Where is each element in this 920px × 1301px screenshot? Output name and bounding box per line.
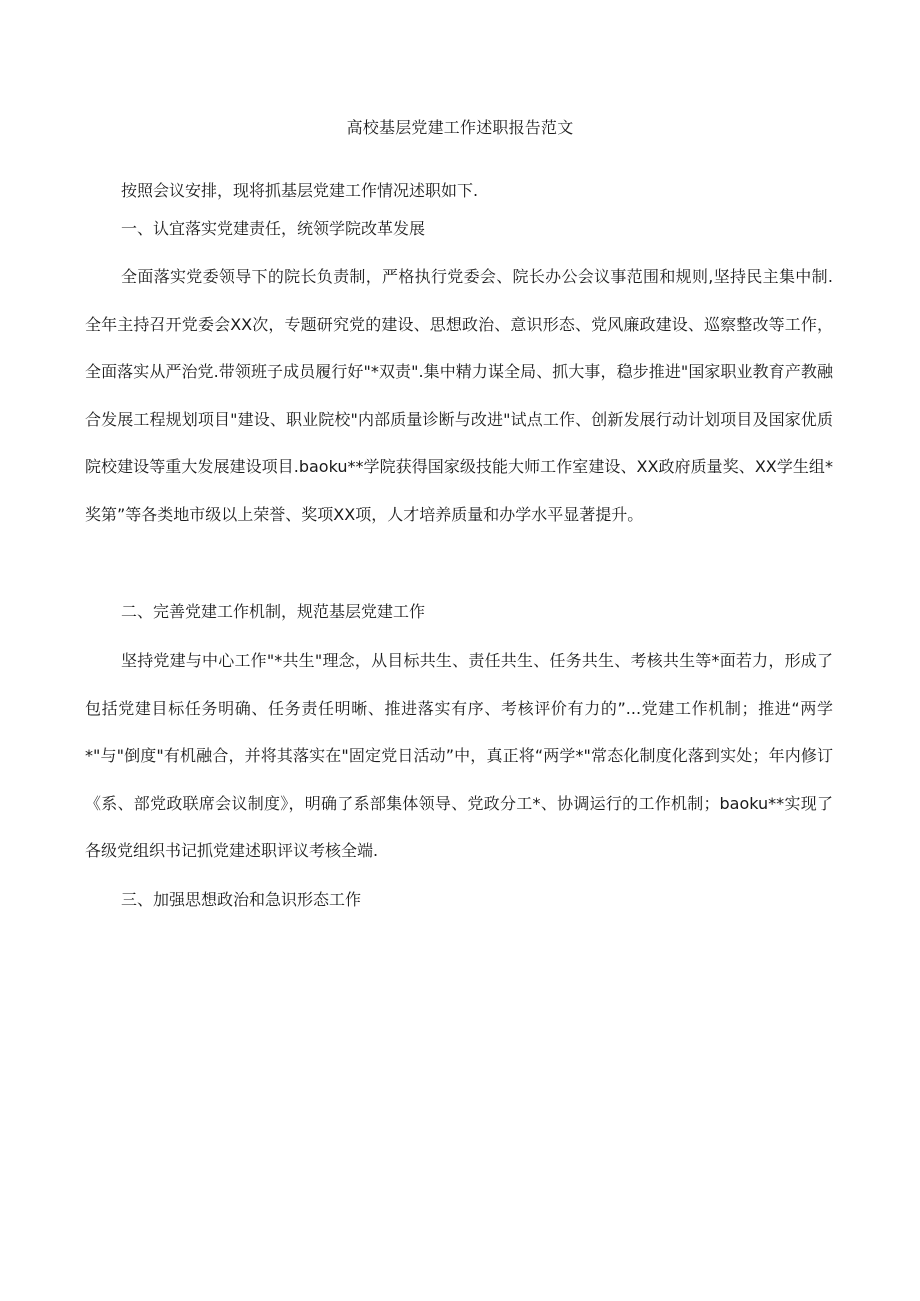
section-1-heading: 一、认宜落实党建责任，统领学院改革发展 bbox=[121, 219, 426, 238]
section-3-heading: 三、加强思想政治和急识形态工作 bbox=[121, 890, 362, 909]
section-2-body: 坚持党建与中心工作"*共生"理念，从目标共生、责任共生、任务共生、考核共生等*面若力，形成了包括党建目标任务明确、任务责任明晰、推进落实有序、考核评价有力的”...党建工作机制；推进“两学*"与"倒度"有机融合，并将其落实在"固定党日活动”中，真正将“两学*"常态化制度化落到实处；年内修订《系、部党政联席会议制度》，明确了系部集体领导、党政分工*、协调运行的工作机制；baoku**实现了各级党组织书记抓党建述职评议考核全端. bbox=[85, 651, 833, 860]
intro-paragraph: 按照会议安排，现将抓基层党建工作情况述职如下. bbox=[121, 181, 479, 200]
document-title: 高校基层党建工作述职报告范文 bbox=[346, 118, 574, 137]
section-1-body: 全面落实党委领导下的院长负责制，严格执行党委会、院长办公会议事范围和规则,坚持民主集中制.全年主持召开党委会XX次，专题研究党的建设、思想政治、意识形态、党风廉政建设、巡察整改等工作，全面落实从严治党.带领班子成员履行好"*双责".集中精力谋全局、抓大事，稳步推进"国家职业教育产教融合发展工程规划项目"建设、职业院校"内部质量诊断与改进"试点工作、创新发展行动计划项目及国家优质院校建设等重大发展建设项目.baoku**学院获得国家级技能大师工作室建设、XX政府质量奖、XX学生组*奖第”等各类地市级以上荣誉、奖项XX项，人才培养质量和办学水平显著提升。 bbox=[85, 267, 833, 524]
section-2-heading: 二、完善党建工作机制，规范基层党建工作 bbox=[121, 602, 426, 621]
